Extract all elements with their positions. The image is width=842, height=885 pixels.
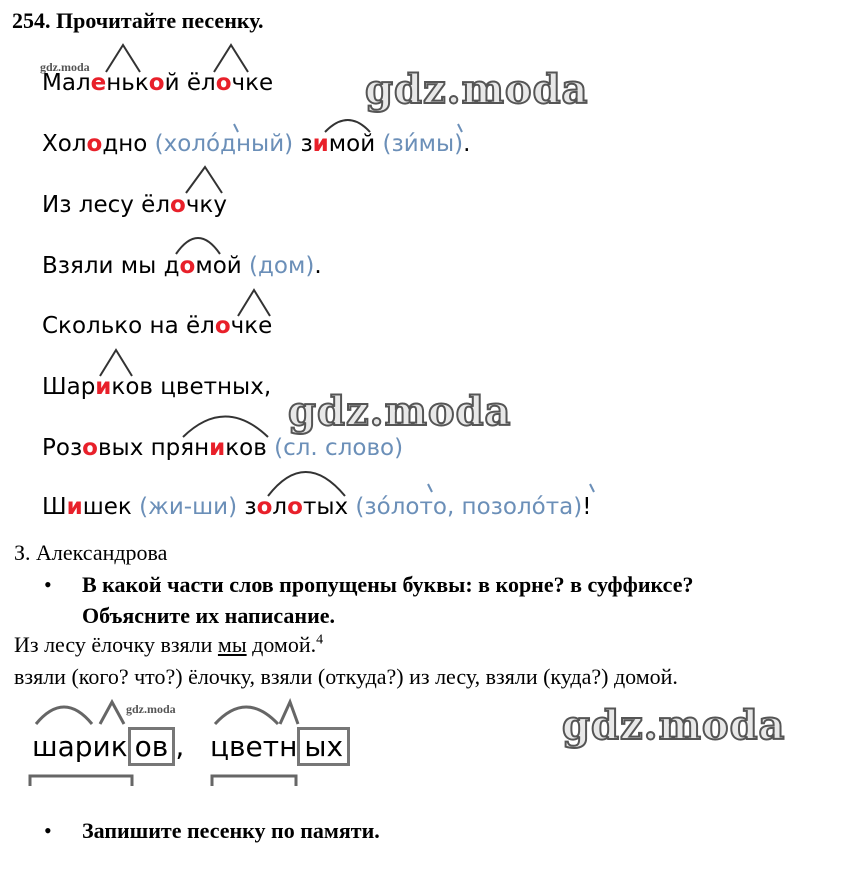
poem-line (42, 253, 322, 279)
missing-letter: е (90, 70, 107, 96)
bullet-icon: • (44, 572, 52, 597)
missing-letter: и (66, 494, 83, 520)
word-part: ! (582, 494, 592, 520)
word-part: Хол (42, 131, 87, 157)
check-word: (сл. слово) (274, 435, 404, 461)
word-part: з (300, 131, 313, 157)
missing-letter: и (312, 131, 329, 157)
question-1-line-2: Объясните их написание. (82, 603, 336, 628)
morph-ending-box: ов (128, 727, 176, 766)
sentence-part: домой. (246, 632, 317, 657)
morph-ending-box: ых (297, 727, 350, 766)
word-part: тых (302, 494, 356, 520)
author: З. Александрова (14, 540, 168, 565)
word-part: мой (328, 131, 383, 157)
poem-line (42, 313, 272, 339)
poem-line (42, 494, 591, 520)
root-mark (36, 707, 92, 724)
word-part: ков (225, 435, 275, 461)
watermark: gdz.moda (562, 702, 786, 749)
word-part: й ёл (164, 70, 216, 96)
missing-letter: и (209, 435, 226, 461)
root-mark (183, 417, 268, 438)
word-part: ков цветных, (111, 374, 272, 400)
word-part: Ш (42, 494, 67, 520)
word-base-mark (30, 776, 132, 786)
morph-word-2 (210, 730, 350, 763)
word-part: л (272, 494, 288, 520)
watermark-small: gdz.moda (40, 60, 90, 74)
word-part: . (463, 131, 471, 157)
check-word: (зо́лото, позоло́та) (355, 494, 583, 520)
check-word: (дом) (249, 253, 315, 279)
root-mark (186, 167, 222, 193)
missing-letter: о (170, 192, 186, 218)
word-part: Мал (42, 70, 91, 96)
check-word: (холо́дный) (154, 131, 294, 157)
word-part: шек (82, 494, 140, 520)
word-part: Взяли мы д (42, 253, 180, 279)
word-part: Шар (42, 374, 96, 400)
word-part: . (314, 253, 322, 279)
footnote-mark: 4 (316, 632, 324, 648)
watermark: gdz.moda (365, 66, 589, 113)
example-sentence (14, 632, 323, 658)
morph-comma: , (175, 730, 185, 763)
missing-letter: о (287, 494, 303, 520)
word-part: Сколько на ёл (42, 313, 215, 339)
poem-line (42, 374, 271, 400)
root-mark (268, 472, 345, 496)
stress-mark (428, 484, 432, 492)
missing-letter: о (256, 494, 273, 520)
morph-word-1 (32, 730, 184, 763)
word-part: ньк (106, 70, 149, 96)
poem-line (42, 131, 470, 157)
word-part: дно (102, 131, 155, 157)
root-mark (100, 350, 132, 376)
subject-underlined: мы (217, 632, 247, 657)
missing-letter: о (148, 70, 165, 96)
morph-root: шарик (32, 730, 128, 763)
root-mark (176, 238, 220, 254)
suffix-mark (280, 702, 298, 724)
task-title: 254. Прочитайте песенку. (12, 8, 264, 33)
watermark: gdz.moda (288, 388, 512, 435)
check-word: (зи́мы) (382, 131, 464, 157)
suffix-mark (100, 702, 124, 724)
missing-letter: о (86, 131, 103, 157)
watermark-small: gdz.moda (126, 702, 176, 716)
missing-letter: о (215, 70, 232, 96)
word-part: мой (195, 253, 250, 279)
missing-letter: и (95, 374, 112, 400)
missing-letter: о (82, 435, 98, 461)
word-base-mark (212, 776, 296, 786)
word-part: вых прян (97, 435, 210, 461)
poem-line (42, 435, 403, 461)
bullet-icon: • (44, 818, 52, 843)
word-part: Из лесу ёл (42, 192, 171, 218)
word-part: Роз (42, 435, 83, 461)
word-part: чку (185, 192, 227, 218)
question-2: Запишите песенку по памяти. (82, 818, 380, 843)
poem-line (42, 192, 227, 218)
sentence-part: Из лесу ёлочку взяли (14, 632, 218, 657)
root-mark (106, 45, 140, 72)
missing-letter: о (179, 253, 196, 279)
check-word: (жи-ши) (139, 494, 238, 520)
word-part: з (244, 494, 257, 520)
sentence-analysis: взяли (кого? что?) ёлочку, взяли (откуда?) из лесу, взяли (куда?) домой. (14, 664, 678, 689)
word-part: чке (230, 313, 273, 339)
word-part: чке (231, 70, 274, 96)
missing-letter: о (214, 313, 231, 339)
root-mark (214, 45, 248, 72)
stress-mark (590, 484, 594, 492)
morph-root: цветн (210, 730, 298, 763)
root-mark (215, 707, 278, 724)
question-1-line-1: В какой части слов пропущены буквы: в корне? в суффиксе? (82, 572, 694, 597)
